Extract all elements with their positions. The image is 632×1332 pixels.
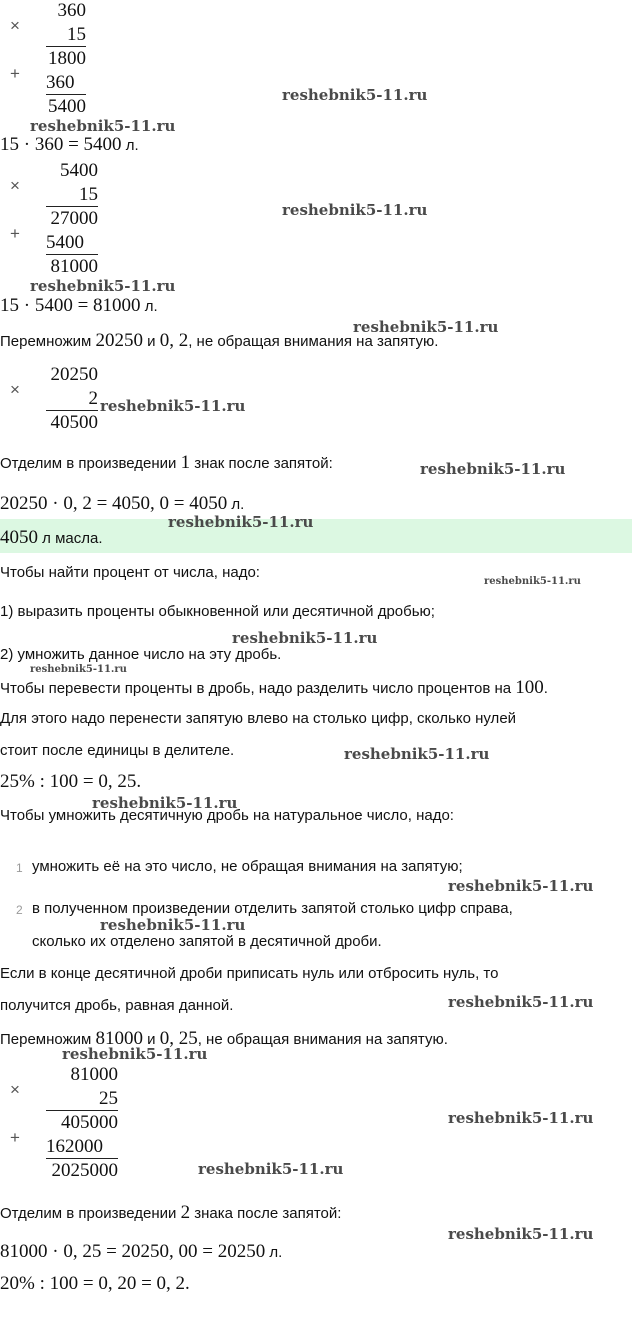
math: 0, 2 (159, 330, 189, 351)
equation-math: 25% : 100 = 0, 25. (0, 771, 142, 792)
multiplicand: 20250 (50, 364, 98, 385)
watermark: reshebnik5-11.ru (232, 629, 378, 647)
multiplier: 2 (46, 388, 98, 411)
watermark: reshebnik5-11.ru (168, 513, 314, 531)
equation-unit: л. (227, 496, 245, 513)
sentence (0, 452, 333, 474)
multiplier: 15 (46, 184, 98, 207)
plus-sign: + (10, 64, 20, 83)
answer-math: 4050 (0, 527, 38, 548)
equation-line (0, 295, 158, 317)
text: , не обращая внимания на запятую. (197, 1031, 448, 1048)
times-sign: × (10, 16, 20, 35)
math: 1 (180, 452, 191, 473)
equation-math: 20250 · 0, 2 = 4050, 0 = 4050 (0, 493, 228, 514)
equation-math: 81000 · 0, 25 = 20250, 00 = 20250 (0, 1241, 266, 1262)
product-result: 81000 (50, 256, 98, 277)
watermark: reshebnik5-11.ru (344, 745, 490, 763)
text: , не обращая внимания на запятую. (188, 333, 439, 350)
watermark: reshebnik5-11.ru (448, 993, 594, 1011)
times-sign: × (10, 176, 20, 195)
rule-text: получится дробь, равная данной. (0, 997, 234, 1014)
sentence (0, 1202, 341, 1224)
equation-unit: л. (140, 298, 158, 315)
watermark: reshebnik5-11.ru (282, 86, 428, 104)
equation-line (0, 493, 244, 515)
multiplier: 25 (46, 1088, 118, 1111)
rule-text (0, 677, 548, 699)
text: знак после запятой: (190, 455, 333, 472)
rule-text: 2) умножить данное число на эту дробь. (0, 646, 282, 663)
answer-line (0, 527, 103, 549)
equation-line (0, 134, 139, 156)
product-result: 2025000 (51, 1160, 118, 1181)
partial-product-1: 27000 (50, 208, 98, 229)
watermark: reshebnik5-11.ru (448, 1225, 594, 1243)
watermark: reshebnik5-11.ru (353, 318, 499, 336)
watermark: reshebnik5-11.ru (448, 877, 594, 895)
text: и (142, 1031, 160, 1048)
equation-unit: л. (121, 137, 139, 154)
multiplier: 15 (46, 24, 86, 47)
watermark: reshebnik5-11.ru (100, 916, 246, 934)
product-result: 5400 (48, 96, 86, 117)
list-number: 1 (16, 861, 23, 875)
list-number: 2 (16, 903, 23, 917)
text: Отделим в произведении (0, 1205, 181, 1222)
partial-product-2: 5400 (46, 232, 98, 255)
product-result: 40500 (50, 412, 98, 433)
watermark: reshebnik5-11.ru (198, 1160, 344, 1178)
text: Перемножим (0, 1031, 96, 1048)
equation-unit: л. (265, 1244, 283, 1261)
list-item: в полученном произведении отделить запятой столько цифр справа, (32, 900, 513, 917)
watermark: reshebnik5-11.ru (282, 201, 428, 219)
partial-product-1: 405000 (61, 1112, 118, 1133)
list-item: сколько их отделено запятой в десятичной дроби. (32, 933, 382, 950)
equation-math: 20% : 100 = 0, 20 = 0, 2. (0, 1273, 190, 1294)
rule-text: стоит после единицы в делителе. (0, 742, 235, 759)
list-item: умножить её на это число, не обращая внимания на запятую; (32, 858, 463, 875)
text: Отделим в произведении (0, 455, 181, 472)
rule-text: Если в конце десятичной дроби приписать нуль или отбросить нуль, то (0, 965, 499, 982)
watermark: reshebnik5-11.ru (30, 277, 176, 295)
text: Чтобы перевести проценты в дробь, надо разделить число процентов на (0, 680, 516, 697)
text: знака после запятой: (190, 1205, 342, 1222)
watermark: reshebnik5-11.ru (420, 460, 566, 478)
watermark: reshebnik5-11.ru (30, 117, 176, 135)
watermark: reshebnik5-11.ru (62, 1045, 208, 1063)
watermark: reshebnik5-11.ru (92, 794, 238, 812)
watermark: reshebnik5-11.ru (448, 1109, 594, 1127)
equation-math: 15 · 5400 = 81000 (0, 295, 141, 316)
answer-unit: л масла. (38, 530, 103, 547)
math: 81000 (95, 1028, 143, 1049)
partial-product-2: 360 (46, 72, 86, 95)
multiplicand: 81000 (70, 1064, 118, 1085)
rule-text: Для этого надо перенести запятую влево на столько цифр, сколько нулей (0, 710, 517, 727)
partial-product-1: 1800 (48, 48, 86, 69)
times-sign: × (10, 380, 20, 399)
text: Перемножим (0, 333, 96, 350)
equation-line (0, 1241, 282, 1263)
watermark: reshebnik5-11.ru (100, 397, 246, 415)
rule-text: Чтобы найти процент от числа, надо: (0, 564, 260, 581)
equation-math: 15 · 360 = 5400 (0, 134, 122, 155)
text: . (543, 680, 548, 697)
math: 0, 25 (159, 1028, 198, 1049)
math: 100 (515, 677, 544, 698)
multiplicand: 5400 (60, 160, 98, 181)
plus-sign: + (10, 224, 20, 243)
partial-product-2: 162000 (46, 1136, 118, 1159)
multiplicand: 360 (57, 0, 86, 21)
rule-text: 1) выразить проценты обыкновенной или десятичной дробью; (0, 603, 435, 620)
math: 20250 (95, 330, 143, 351)
watermark: reshebnik5-11.ru (30, 664, 127, 675)
text: и (142, 333, 160, 350)
watermark: reshebnik5-11.ru (484, 576, 581, 587)
rule-text: Чтобы умножить десятичную дробь на натуральное число, надо: (0, 807, 454, 824)
times-sign: × (10, 1080, 20, 1099)
plus-sign: + (10, 1128, 20, 1147)
math: 2 (180, 1202, 191, 1223)
